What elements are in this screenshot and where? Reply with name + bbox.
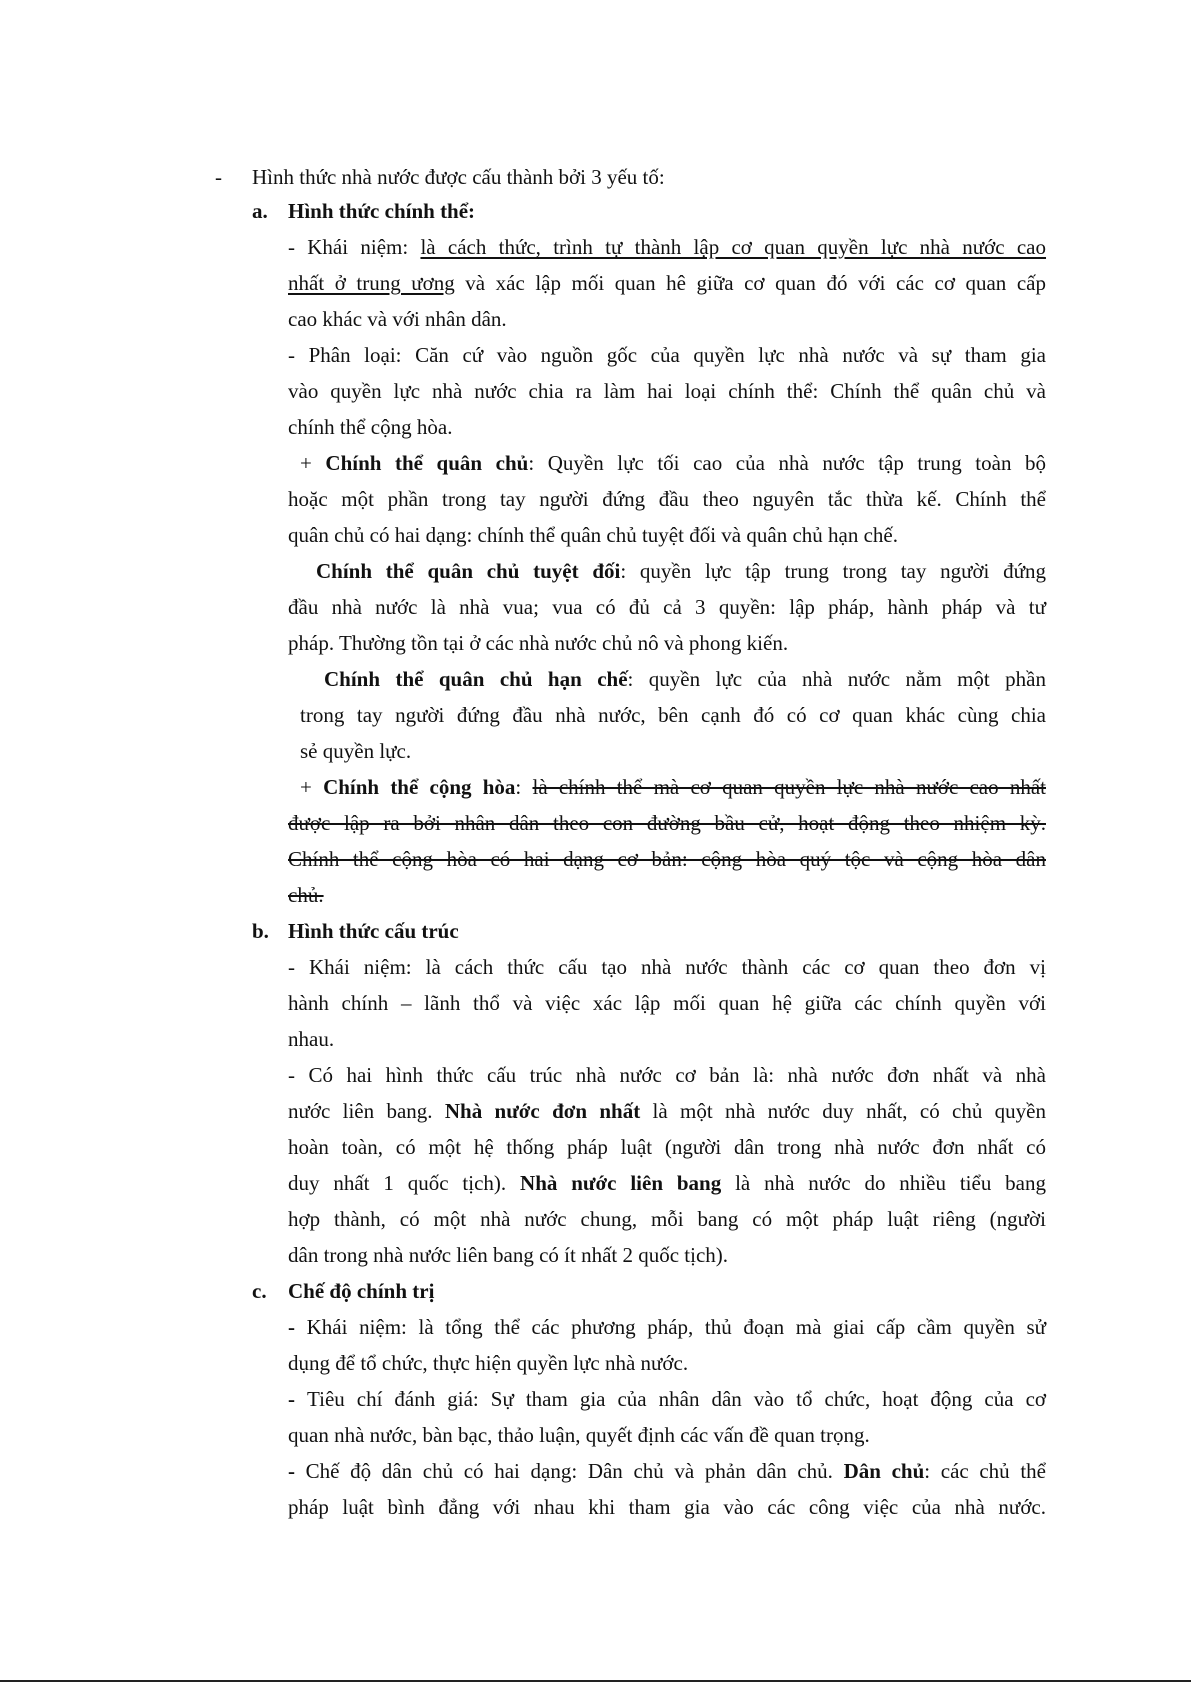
b-forms-line-2: nước liên bang. Nhà nước đơn nhất là một nhà nước duy nhất, có chủ quyền <box>288 1099 1046 1123</box>
c-regime-line-1: - Chế độ dân chủ có hai dạng: Dân chủ và phản dân chủ. Dân chủ: các chủ thể <box>288 1459 1046 1483</box>
c-concept-line-1: - Khái niệm: là tổng thể các phương pháp, thủ đoạn mà giai cấp cầm quyền sử <box>288 1315 1047 1339</box>
intro-text: Hình thức nhà nước được cấu thành bởi 3 yếu tố: <box>252 165 665 189</box>
a-concept-line-1: - Khái niệm: là cách thức, trình tự thành lập cơ quan quyền lực nhà nước cao <box>288 235 1047 259</box>
b-concept-line-3: nhau. <box>288 1027 335 1051</box>
b-forms-line-5: hợp thành, có một nhà nước chung, mỗi bang có một pháp luật riêng (người <box>288 1207 1046 1231</box>
absolute-monarchy-line-1: Chính thể quân chủ tuyệt đối: quyền lực tập trung trong tay người đứng <box>316 559 1046 583</box>
b-forms-line-3: hoàn toàn, có một hệ thống pháp luật (người dân trong nhà nước đơn nhất có <box>288 1135 1046 1159</box>
section-b-marker: b. <box>252 919 269 943</box>
republic-line-4: chủ. <box>288 883 324 907</box>
republic-line-3: Chính thể cộng hòa có hai dạng cơ bản: cộng hòa quý tộc và cộng hòa dân <box>288 847 1046 871</box>
b-forms-line-4: duy nhất 1 quốc tịch). Nhà nước liên bang là nhà nước do nhiều tiểu bang <box>288 1171 1046 1195</box>
section-b-heading: Hình thức cấu trúc <box>288 919 459 943</box>
republic-line-1: + Chính thể cộng hòa: là chính thể mà cơ quan quyền lực nhà nước cao nhất <box>300 775 1046 799</box>
page-bottom-rule <box>0 1680 1191 1682</box>
b-forms-line-1: - Có hai hình thức cấu trúc nhà nước cơ bản là: nhà nước đơn nhất và nhà <box>288 1063 1046 1087</box>
b-concept-line-2: hành chính – lãnh thổ và việc xác lập mối quan hệ giữa các chính quyền với <box>288 991 1046 1015</box>
section-a-heading: Hình thức chính thể: <box>288 199 476 223</box>
limited-monarchy-line-1: Chính thể quân chủ hạn chế: quyền lực của nhà nước nằm một phần <box>324 667 1046 691</box>
limited-monarchy-line-3: sẻ quyền lực. <box>300 739 412 763</box>
monarchy-line-3: quân chủ có hai dạng: chính thể quân chủ tuyệt đối và quân chủ hạn chế. <box>288 523 898 547</box>
b-concept-line-1: - Khái niệm: là cách thức cấu tạo nhà nước thành các cơ quan theo đơn vị <box>288 955 1046 979</box>
c-regime-line-2: pháp luật bình đẳng với nhau khi tham gia vào các công việc của nhà nước. <box>288 1495 1046 1519</box>
monarchy-line-1: + Chính thể quân chủ: Quyền lực tối cao của nhà nước tập trung toàn bộ <box>300 451 1047 475</box>
monarchy-line-2: hoặc một phần trong tay người đứng đầu theo nguyên tắc thừa kế. Chính thể <box>288 487 1046 511</box>
a-classification-line-3: chính thể cộng hòa. <box>288 415 453 439</box>
absolute-monarchy-line-2: đầu nhà nước là nhà vua; vua có đủ cả 3 quyền: lập pháp, hành pháp và tư <box>288 595 1046 619</box>
c-concept-line-2: dụng để tổ chức, thực hiện quyền lực nhà nước. <box>288 1351 689 1375</box>
limited-monarchy-line-2: trong tay người đứng đầu nhà nước, bên cạnh đó có cơ quan khác cùng chia <box>300 703 1046 727</box>
section-c-heading: Chế độ chính trị <box>288 1279 435 1303</box>
section-c-marker: c. <box>252 1279 267 1303</box>
a-classification-line-2: vào quyền lực nhà nước chia ra làm hai loại chính thể: Chính thể quân chủ và <box>288 379 1046 403</box>
a-concept-line-2: nhất ở trung ương và xác lập mối quan hê giữa cơ quan đó với các cơ quan cấp <box>288 271 1046 295</box>
section-a-marker: a. <box>252 199 268 223</box>
c-criteria-line-2: quan nhà nước, bàn bạc, thảo luận, quyết định các vấn đề quan trọng. <box>288 1423 870 1447</box>
b-forms-line-6: dân trong nhà nước liên bang có ít nhất 2 quốc tịch). <box>288 1243 729 1267</box>
a-classification-line-1: - Phân loại: Căn cứ vào nguồn gốc của quyền lực nhà nước và sự tham gia <box>288 343 1046 367</box>
a-concept-line-3: cao khác và với nhân dân. <box>288 307 507 331</box>
absolute-monarchy-line-3: pháp. Thường tồn tại ở các nhà nước chủ nô và phong kiến. <box>288 631 789 655</box>
c-criteria-line-1: - Tiêu chí đánh giá: Sự tham gia của nhân dân vào tổ chức, hoạt động của cơ <box>288 1387 1046 1411</box>
republic-line-2: được lập ra bởi nhân dân theo con đường bầu cử, hoạt động theo nhiệm kỳ. <box>288 811 1046 835</box>
intro-bullet: - <box>215 165 222 189</box>
